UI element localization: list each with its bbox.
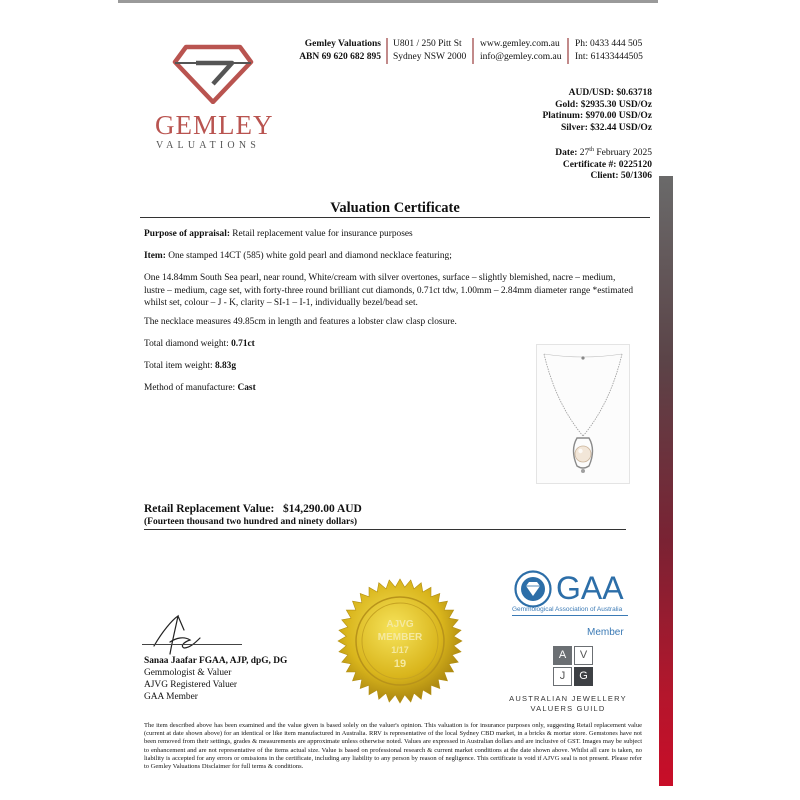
gaa-full-name: Gemmological Association of Australia (512, 606, 623, 613)
item-label: Item: (144, 251, 166, 261)
email-link[interactable]: info@gemley.com.au (480, 52, 562, 62)
ajvg-name-line-1: AUSTRALIAN JEWELLERY (509, 694, 627, 703)
gaa-emblem-icon (514, 570, 552, 608)
purpose-line (144, 228, 634, 241)
website-link[interactable]: www.gemley.com.au (480, 39, 560, 49)
ajvg-seal (336, 577, 464, 705)
signature-line (142, 644, 242, 645)
item-description: One 14.84mm South Sea pearl, near round, White/cream with silver overtones, surface – slightly blemished, nacre – medium, lustre – medium, cage set, with forty-three round brilliant cut diamonds, 0.71ct tdw, 1.00mm – 2.84mm diameter range *estimated whilst set, colour – J - K, clarity – SI-1 – I-1, individually bezel/bead set. (144, 273, 634, 308)
signer-role-3: GAA Member (144, 692, 198, 702)
ajvg-name (508, 694, 628, 713)
measurement-line: The necklace measures 49.85cm in length and features a lobster claw clasp closure. (144, 317, 457, 327)
address-block (393, 38, 466, 64)
rrv-in-words: (Fourteen thousand two hundred and ninety dollars) (144, 517, 358, 527)
gaa-wordmark: GAA (556, 570, 624, 606)
client-number: Client: 50/1306 (590, 171, 652, 182)
rate-silver: Silver: $32.44 USD/Oz (560, 122, 652, 133)
address-line-1: U801 / 250 Pitt St (393, 39, 462, 49)
page-title: Valuation Certificate (330, 200, 460, 216)
disclaimer: The item described above has been examined and the value given is based solely on the valuer's opinion. This valuation is for insurance purposes only, suggesting Retail replacement value (current at date shown above) for an identical or like item manufactured in Australia. RRV is representative of the local Sydney CBD market, in a bricks & mortar store. Gemstones have not been removed from their settings, grades & measurements are approximate unless otherwise noted. Values are expressed in Australian dollars and are inclusive of GST. Images may be subject to enhancement and are not representative of the items actual size. Value is based on professional research & current market conditions at the date shown above. Whilst all care is taken, no liability is accepted for any errors or omissions in the certificate, including any liability to any person by reason of negligence. This certificate is void if AJVG seal is not present. Please refer to Gemley Valuations Disclaimer for full terms & conditions. (144, 722, 642, 771)
diamond-weight-label: Total diamond weight: (144, 339, 229, 349)
ajvg-name-line-2: VALUERS GUILD (530, 703, 606, 713)
company-abn: ABN 69 620 682 895 (299, 52, 381, 62)
company-block (297, 38, 381, 64)
certificate-number: Certificate #: 0225120 (562, 159, 652, 170)
ajvg-letter-v: V (574, 646, 593, 665)
necklace-photo (536, 344, 630, 484)
date-label: Date: (555, 148, 578, 159)
rrv-value: $14,290.00 AUD (282, 503, 362, 515)
rates-block (542, 88, 652, 134)
top-rule (118, 0, 658, 3)
date-month-year: February 2025 (596, 148, 652, 159)
title-underline (140, 217, 650, 218)
date-suffix: th (589, 147, 594, 153)
item-weight-value: 8.83g (214, 361, 237, 371)
header-separator (386, 38, 388, 64)
purpose-value: Retail replacement value for insurance purposes (232, 229, 413, 239)
signer-name: Sanaa Jaafar FGAA, AJP, dpG, DG (144, 656, 288, 666)
ajvg-letter-a: A (553, 646, 572, 665)
ajvg-letter-j: J (553, 667, 572, 686)
diamond-weight-value: 0.71ct (231, 339, 255, 349)
phone-block (575, 38, 643, 64)
item-weight-label: Total item weight: (144, 361, 213, 371)
phone-number: Ph: 0433 444 505 (575, 39, 643, 49)
address-line-2: Sydney NSW 2000 (393, 52, 467, 62)
header-separator (567, 38, 569, 64)
intl-phone-number: Int: 61433444505 (575, 52, 643, 62)
rrv-line (144, 503, 362, 515)
signer-role-2: AJVG Registered Valuer (144, 680, 238, 690)
logo-subtitle: VALUATIONS (156, 140, 261, 151)
company-name: Gemley Valuations (304, 39, 381, 49)
header-separator (472, 38, 474, 64)
rate-gold: Gold: $2935.30 USD/Oz (555, 99, 652, 110)
gaa-member-label: Member (587, 627, 624, 638)
rate-platinum: Platinum: $970.00 USD/Oz (542, 111, 652, 121)
gem-icon (172, 44, 254, 104)
signer-role-1: Gemmologist & Valuer (144, 668, 232, 678)
purpose-label: Purpose of appraisal: (144, 229, 230, 239)
gaa-divider (512, 615, 628, 616)
signature (150, 612, 210, 658)
logo-wordmark: GEMLEY (155, 110, 274, 140)
ajvg-letter-g: G (574, 667, 593, 686)
rrv-underline (144, 529, 626, 530)
date-day: 27 (579, 148, 590, 159)
web-block (480, 38, 561, 64)
item-value: One stamped 14CT (585) white gold pearl and diamond necklace featuring; (168, 251, 452, 261)
side-color-bar (659, 176, 673, 786)
rrv-label: Retail Replacement Value: (144, 503, 275, 515)
rate-aud-usd: AUD/USD: $0.63718 (568, 88, 652, 98)
ajvg-logo (553, 646, 593, 686)
seal-text-1: AJVG (386, 619, 414, 630)
manufacture-value: Cast (237, 383, 256, 393)
seal-text-4: 19 (393, 658, 407, 670)
seal-text-3: 1/17 (391, 645, 409, 655)
manufacture-label: Method of manufacture: (144, 383, 236, 393)
item-line (144, 250, 634, 263)
seal-text-2: MEMBER (377, 632, 423, 643)
meta-block (555, 145, 652, 183)
signer-block (144, 655, 287, 703)
